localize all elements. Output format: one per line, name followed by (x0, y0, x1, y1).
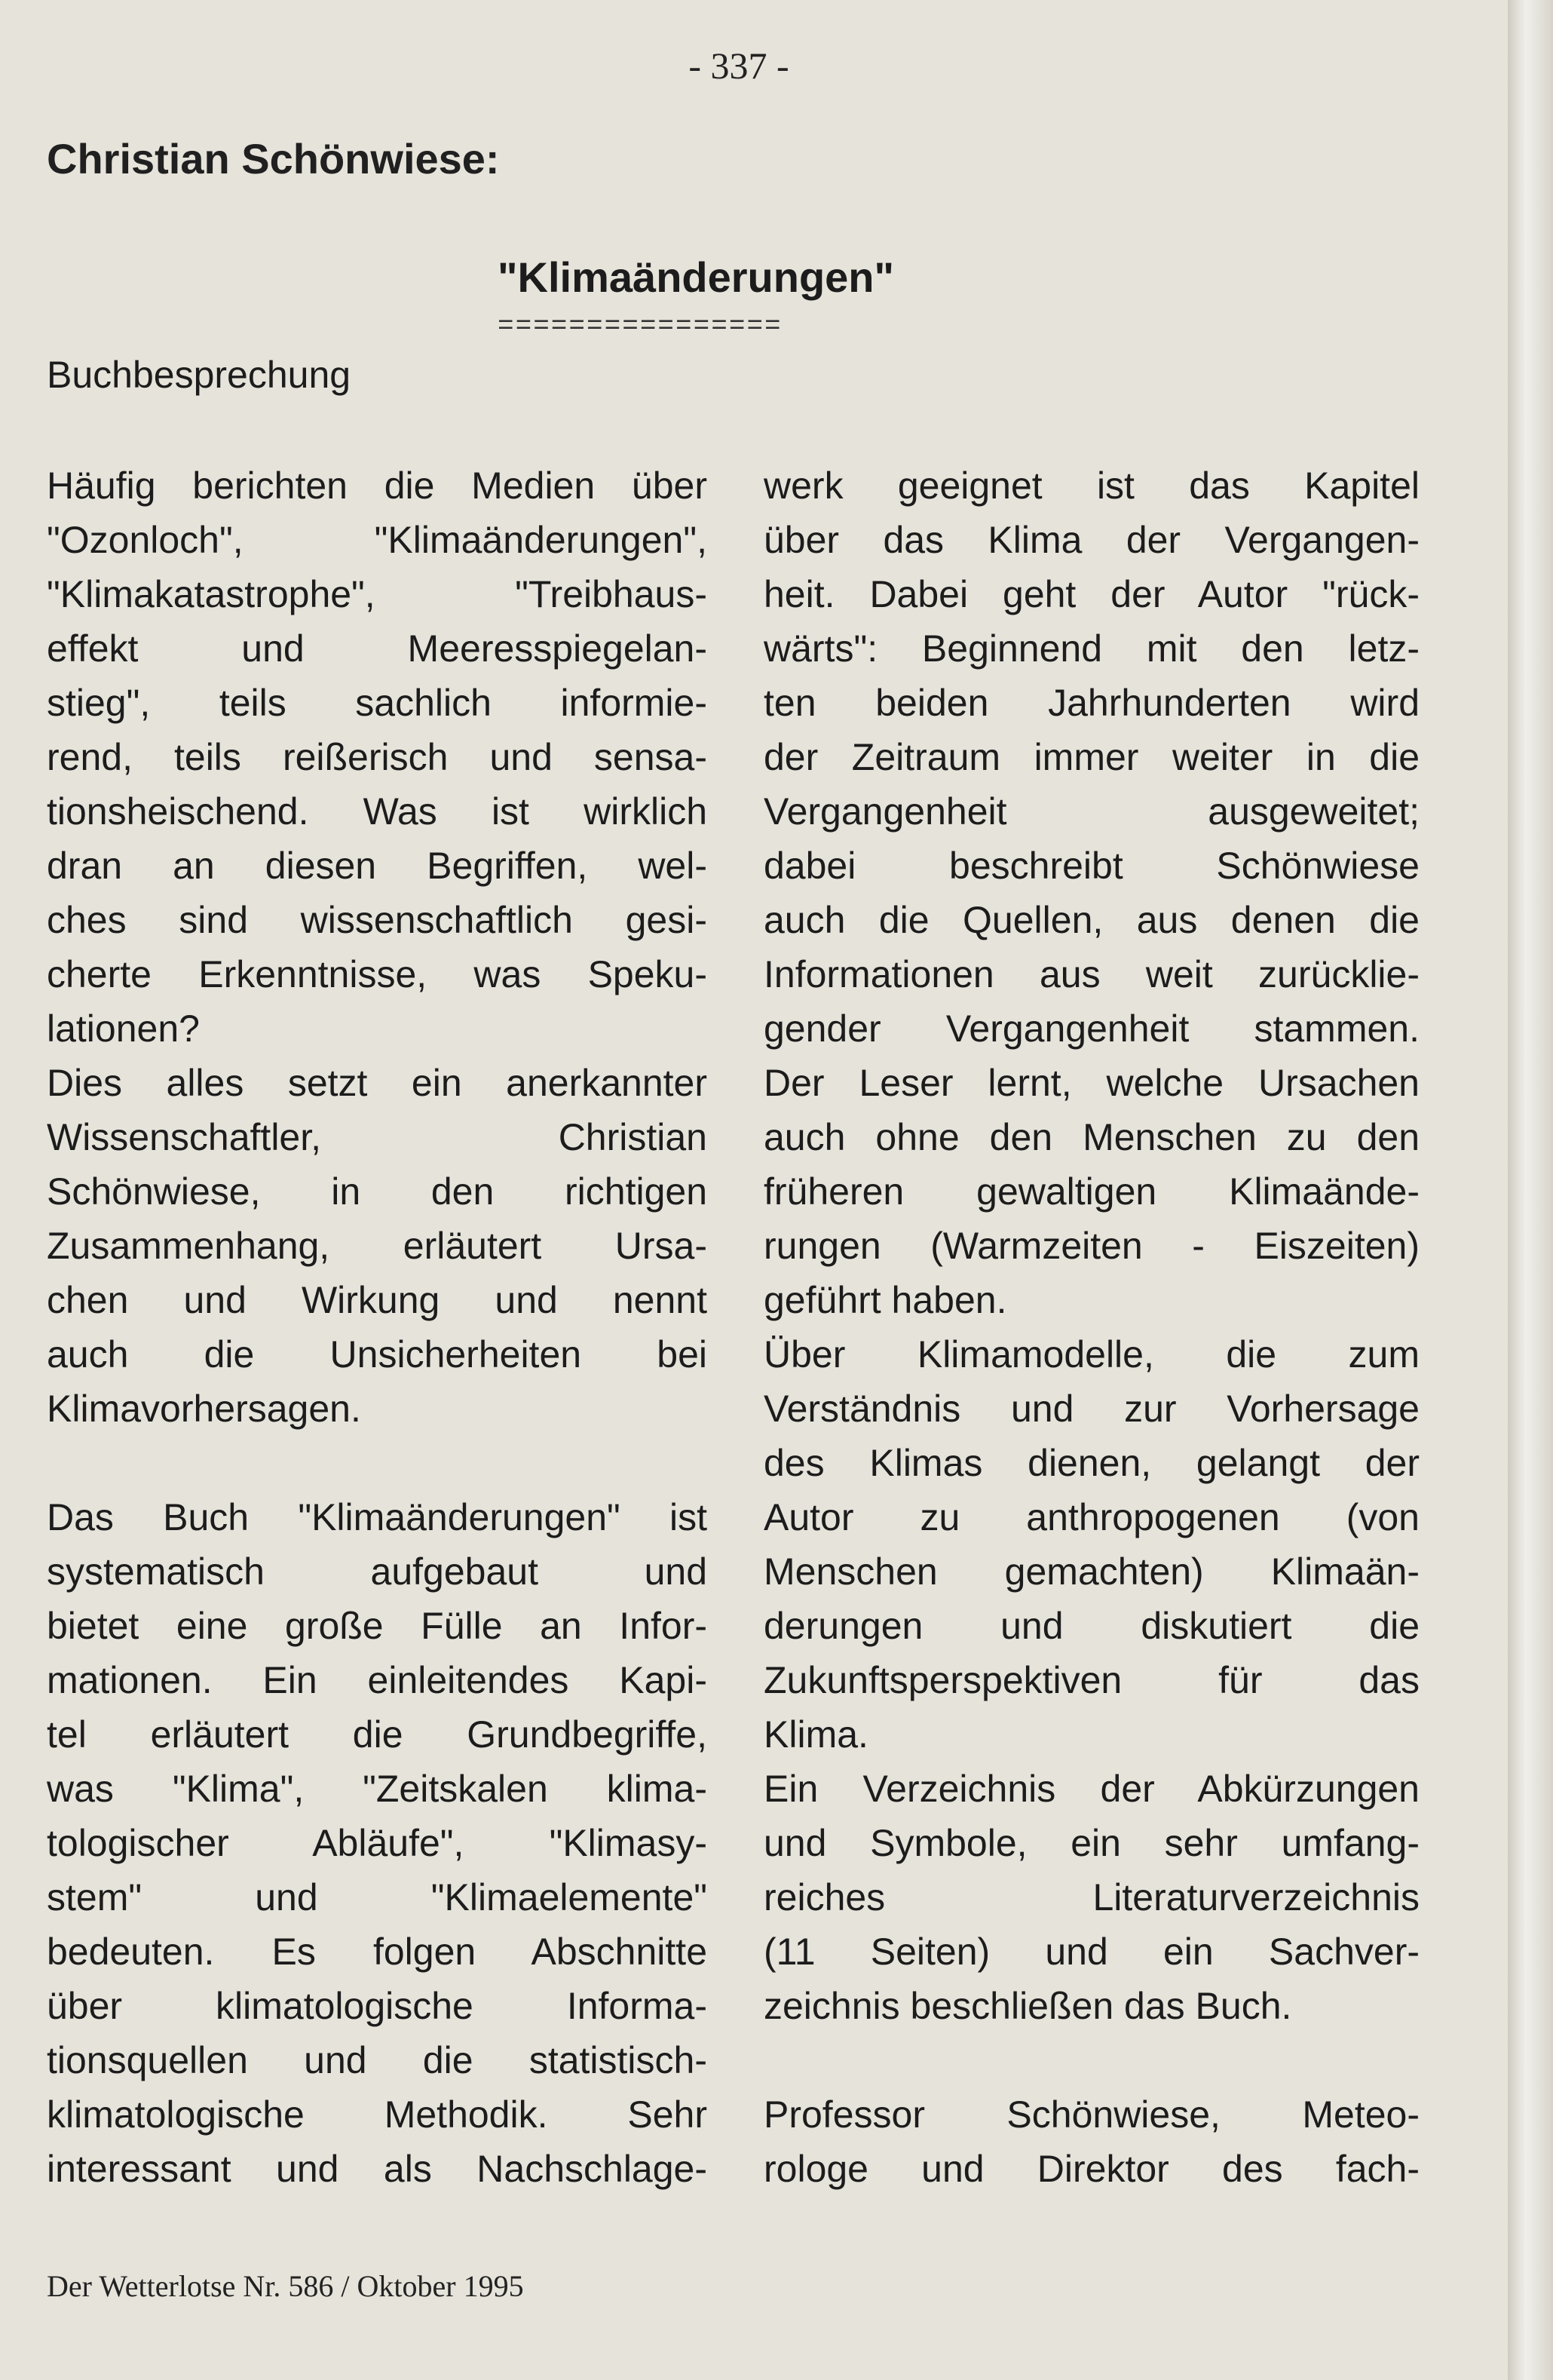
text-line: und Symbole, ein sehr umfang- (764, 1822, 1420, 1864)
text-line: "Ozonloch", "Klimaänderungen", (47, 519, 707, 561)
text-line: Dies alles setzt ein anerkannter (47, 1062, 707, 1104)
text-line: derungen und diskutiert die (764, 1605, 1420, 1647)
text-line: dabei beschreibt Schönwiese (764, 845, 1420, 887)
text-line: über klimatologische Informa- (47, 1985, 707, 2027)
text-line: bietet eine große Fülle an Infor- (47, 1605, 707, 1647)
text-line: Autor zu anthropogenen (von (764, 1496, 1420, 1538)
text-line: Verständnis und zur Vorhersage (764, 1388, 1420, 1430)
text-line: Über Klimamodelle, die zum (764, 1333, 1420, 1376)
text-line: über das Klima der Vergangen- (764, 519, 1420, 561)
text-line: dran an diesen Begriffen, wel- (47, 845, 707, 887)
text-line: rend, teils reißerisch und sensa- (47, 736, 707, 778)
text-line: Menschen gemachten) Klimaän- (764, 1550, 1420, 1593)
book-title: "Klimaänderungen" (498, 253, 895, 301)
text-line: auch ohne den Menschen zu den (764, 1116, 1420, 1158)
text-line: früheren gewaltigen Klimaände- (764, 1170, 1420, 1213)
text-line: heit. Dabei geht der Autor "rück- (764, 573, 1420, 615)
title-underline: ================ (498, 311, 783, 342)
text-line: Das Buch "Klimaänderungen" ist (47, 1496, 707, 1538)
text-line: effekt und Meeresspiegelan- (47, 627, 707, 670)
text-line: Wissenschaftler, Christian (47, 1116, 707, 1158)
text-line: tionsheischend. Was ist wirklich (47, 790, 707, 833)
text-line: zeichnis beschließen das Buch. (764, 1985, 1292, 2027)
text-line: ten beiden Jahrhunderten wird (764, 682, 1420, 724)
text-line: cherte Erkenntnisse, was Speku- (47, 953, 707, 995)
text-line: rungen (Warmzeiten - Eiszeiten) (764, 1225, 1420, 1267)
left-text-column (47, 459, 707, 2196)
text-line: wärts": Beginnend mit den letz- (764, 627, 1420, 670)
text-line: systematisch aufgebaut und (47, 1550, 707, 1593)
text-line: auch die Unsicherheiten bei (47, 1333, 707, 1376)
text-line: werk geeignet ist das Kapitel (764, 465, 1420, 507)
text-line: reiches Literaturverzeichnis (764, 1876, 1420, 1918)
section-subtitle: Buchbesprechung (47, 354, 351, 396)
text-line: Informationen aus weit zurücklie- (764, 953, 1420, 995)
text-line: klimatologische Methodik. Sehr (47, 2093, 707, 2136)
author-heading: Christian Schönwiese: (47, 135, 500, 182)
text-line: rologe und Direktor des fach- (764, 2148, 1420, 2190)
right-text-column (764, 459, 1420, 2196)
page-number: - 337 - (688, 44, 789, 87)
text-line: tionsquellen und die statistisch- (47, 2039, 707, 2081)
text-line: Zusammenhang, erläutert Ursa- (47, 1225, 707, 1267)
text-line: Klima. (764, 1713, 868, 1756)
text-line: Klimavorhersagen. (47, 1388, 361, 1430)
text-line: auch die Quellen, aus denen die (764, 899, 1420, 941)
text-line: ches sind wissenschaftlich gesi- (47, 899, 707, 941)
text-line: Professor Schönwiese, Meteo- (764, 2093, 1420, 2136)
text-line: Schönwiese, in den richtigen (47, 1170, 707, 1213)
text-line: tologischer Abläufe", "Klimasy- (47, 1822, 707, 1864)
text-line: was "Klima", "Zeitskalen klima- (47, 1768, 707, 1810)
text-line: gender Vergangenheit stammen. (764, 1008, 1420, 1050)
text-line: Zukunftsperspektiven für das (764, 1659, 1420, 1701)
text-line: Häufig berichten die Medien über (47, 465, 707, 507)
text-line: bedeuten. Es folgen Abschnitte (47, 1931, 707, 1973)
text-line: stieg", teils sachlich informie- (47, 682, 707, 724)
text-line: Ein Verzeichnis der Abkürzungen (764, 1768, 1420, 1810)
page-edge (1508, 0, 1553, 2380)
text-line: der Zeitraum immer weiter in die (764, 736, 1420, 778)
page-footer: Der Wetterlotse Nr. 586 / Oktober 1995 (47, 2269, 524, 2303)
paragraph-gap (47, 1436, 707, 1490)
text-line: tel erläutert die Grundbegriffe, (47, 1713, 707, 1756)
paragraph-gap (764, 2033, 1420, 2087)
text-line: stem" und "Klimaelemente" (47, 1876, 707, 1918)
text-line: Der Leser lernt, welche Ursachen (764, 1062, 1420, 1104)
text-line: geführt haben. (764, 1279, 1007, 1321)
text-line: des Klimas dienen, gelangt der (764, 1442, 1420, 1484)
text-line: (11 Seiten) und ein Sachver- (764, 1931, 1420, 1973)
text-line: "Klimakatastrophe", "Treibhaus- (47, 573, 707, 615)
text-line: Vergangenheit ausgeweitet; (764, 790, 1420, 833)
text-line: interessant und als Nachschlage- (47, 2148, 707, 2190)
text-line: lationen? (47, 1008, 200, 1050)
text-line: mationen. Ein einleitendes Kapi- (47, 1659, 707, 1701)
text-line: chen und Wirkung und nennt (47, 1279, 707, 1321)
